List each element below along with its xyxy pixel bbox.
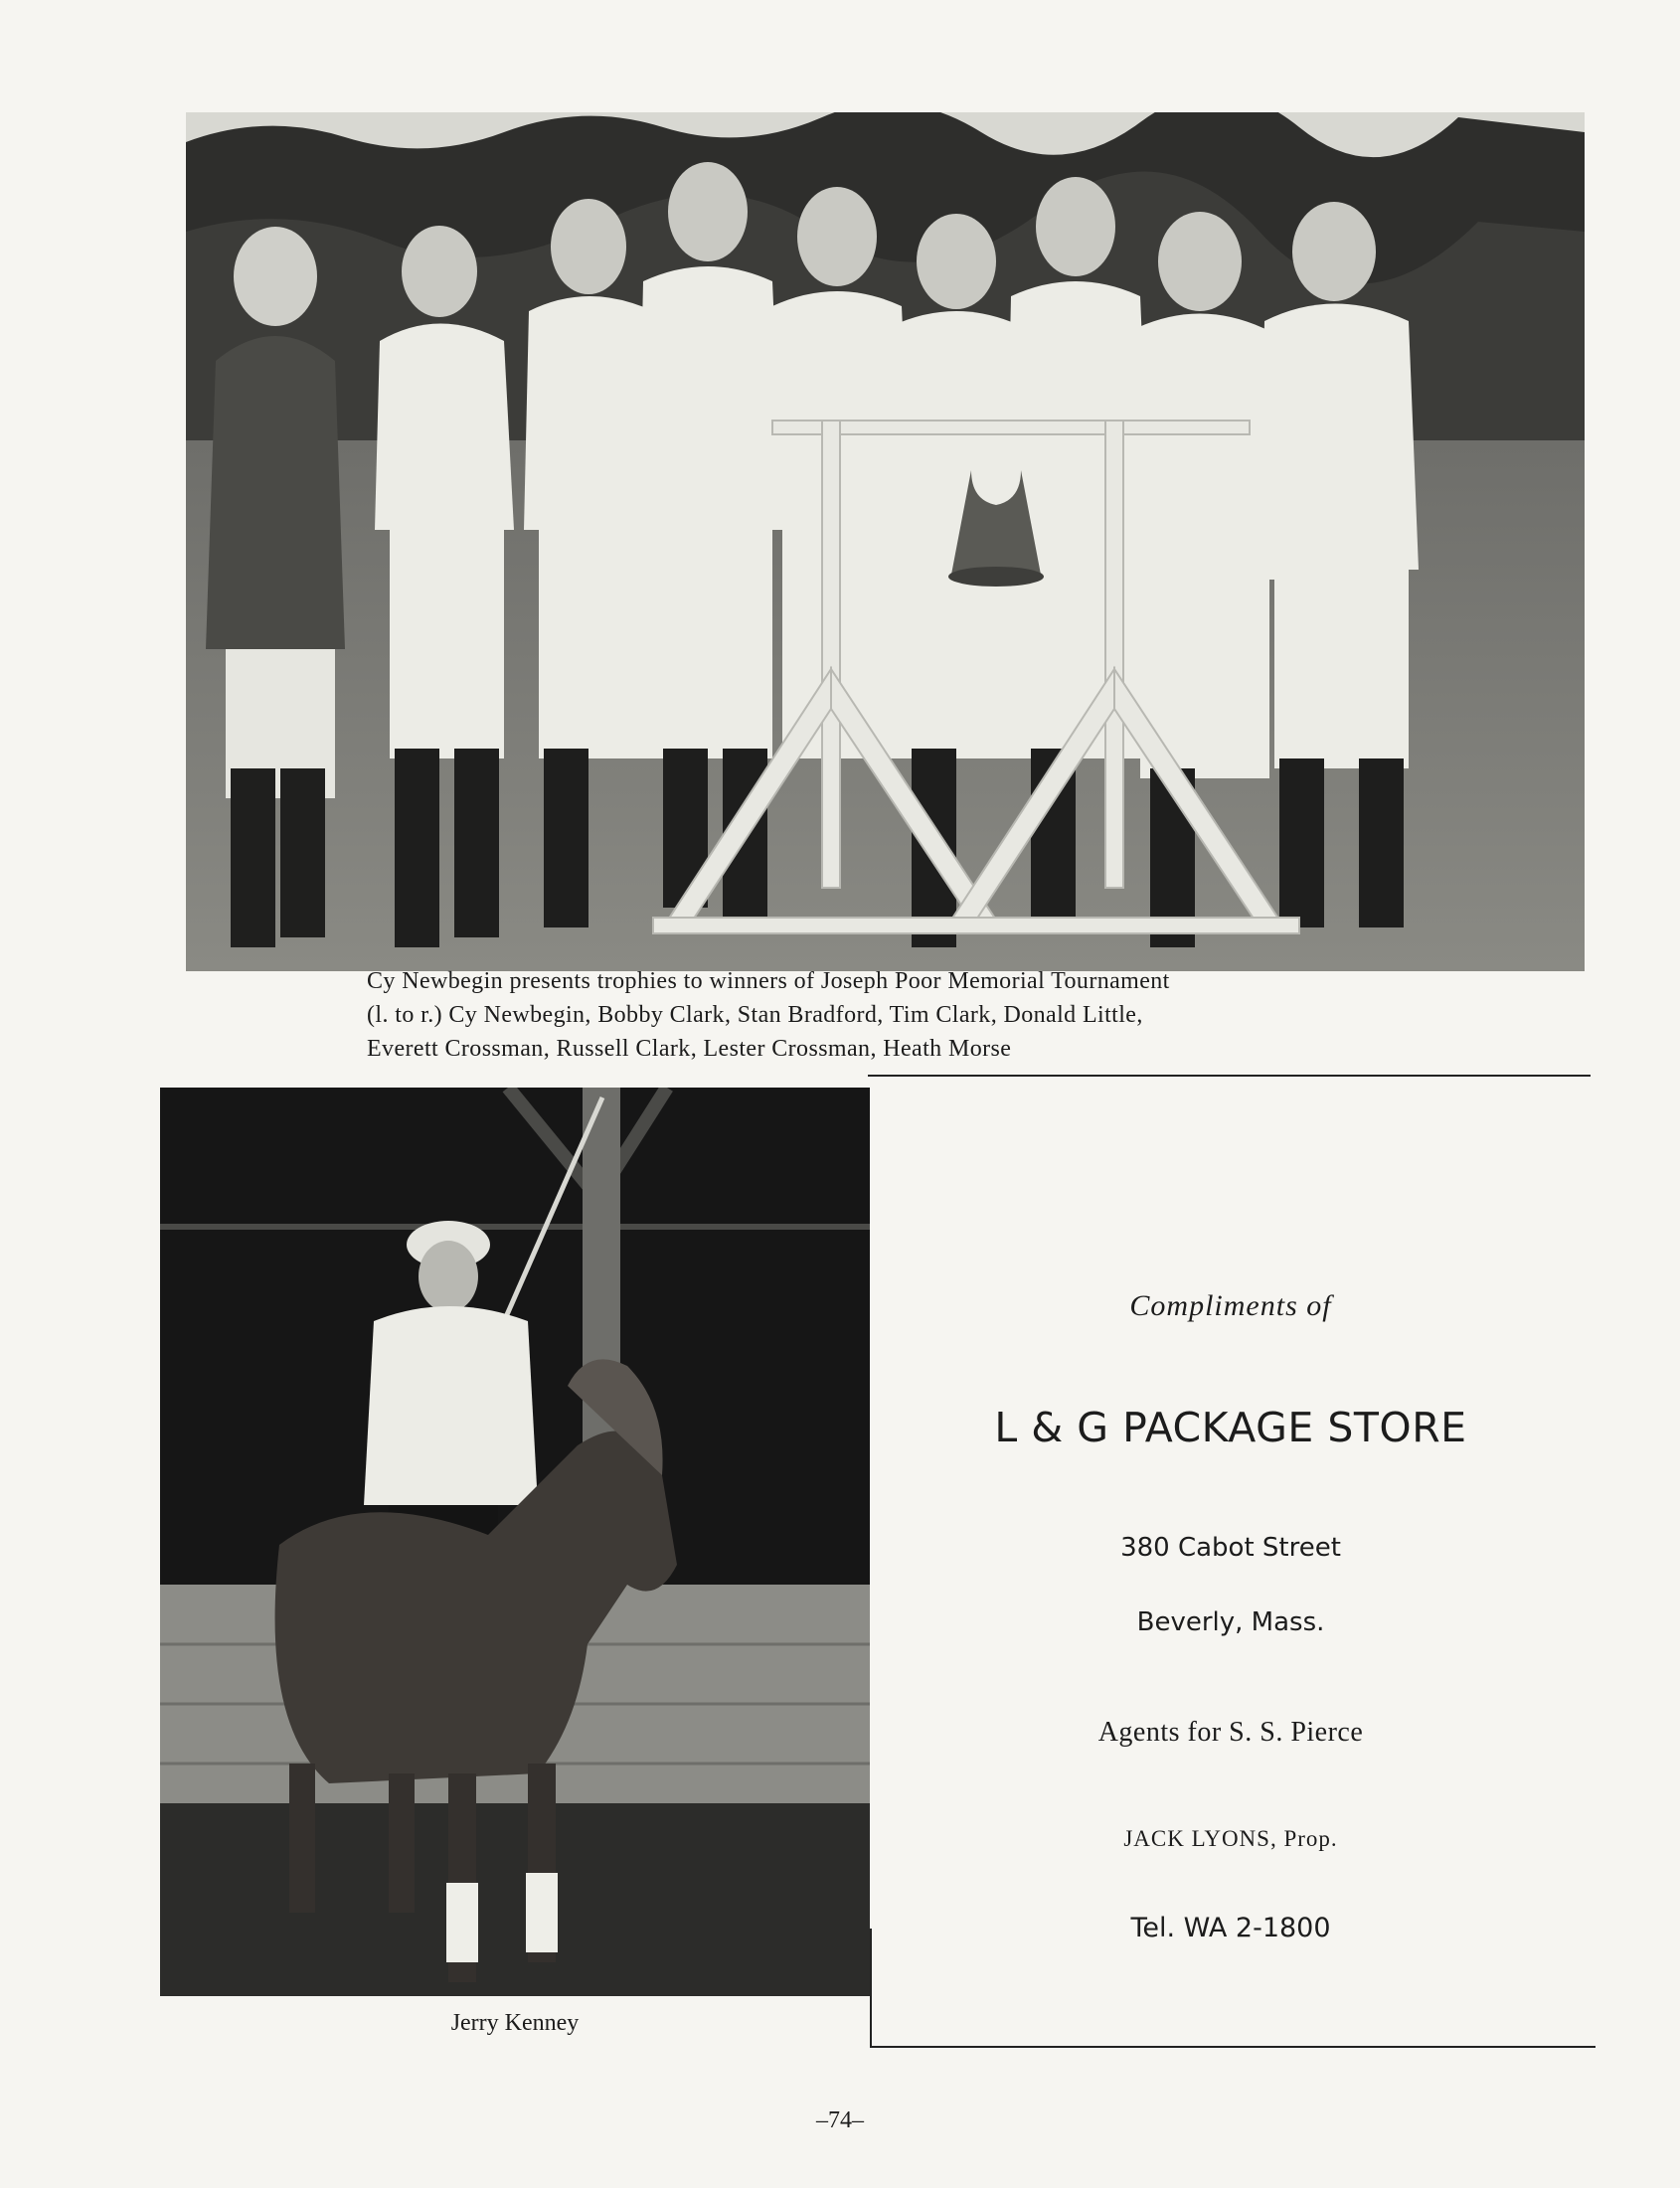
page-number: –74– (816, 2107, 864, 2133)
ad-store-name: L & G PACKAGE STORE (994, 1404, 1467, 1451)
rider-on-horse-photo (160, 1088, 870, 1996)
caption-line-1: Cy Newbegin presents trophies to winners of Joseph Poor Memorial Tournament (367, 968, 1170, 994)
caption-line-3: Everett Crossman, Russell Clark, Lester Crossman, Heath Morse (367, 1036, 1012, 1062)
ad-city: Beverly, Mass. (1136, 1607, 1325, 1637)
ad-street: 380 Cabot Street (1120, 1533, 1341, 1563)
ad-telephone: Tel. WA 2-1800 (1130, 1913, 1331, 1943)
trophy-photo-caption (367, 964, 1391, 1066)
trophy-presentation-photo (186, 112, 1585, 971)
rider-photo-caption: Jerry Kenney (450, 2010, 580, 2036)
ad-proprietor: JACK LYONS, Prop. (1123, 1826, 1338, 1851)
caption-line-2: (l. to r.) Cy Newbegin, Bobby Clark, Stan Bradford, Tim Clark, Donald Little, (367, 1002, 1143, 1028)
ad-agents: Agents for S. S. Pierce (1097, 1717, 1364, 1748)
ad-left-rule (870, 1929, 872, 2048)
ad-compliments: Compliments of (1129, 1289, 1332, 1322)
package-store-advertisement (873, 1076, 1589, 2050)
